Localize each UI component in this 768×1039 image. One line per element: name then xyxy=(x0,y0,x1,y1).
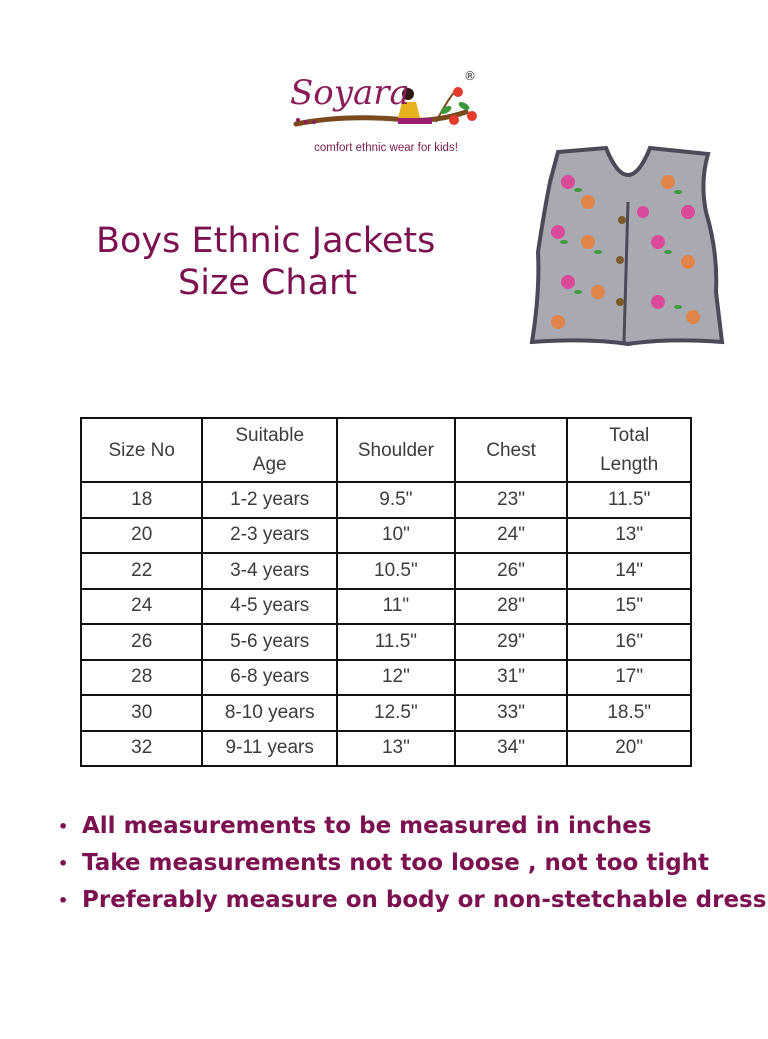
header-chest: Chest xyxy=(455,418,568,482)
size-chart-table xyxy=(80,417,692,767)
cell-age: 8-10 years xyxy=(202,695,337,731)
cell-length: 13" xyxy=(567,518,691,554)
cell-age: 2-3 years xyxy=(202,518,337,554)
bullet-icon: • xyxy=(58,854,69,873)
table-header-row xyxy=(81,418,691,482)
cell-shoulder: 10.5" xyxy=(337,553,455,589)
cell-size: 26 xyxy=(81,624,202,660)
header-size-no: Size No xyxy=(81,418,202,482)
cell-shoulder: 13" xyxy=(337,731,455,767)
table-row xyxy=(81,518,691,554)
cell-chest: 28" xyxy=(455,589,568,625)
cell-size: 22 xyxy=(81,553,202,589)
note-item: • Preferably measure on body or non-stetchable dress xyxy=(58,882,766,919)
cell-age: 5-6 years xyxy=(202,624,337,660)
brand-tagline: comfort ethnic wear for kids! xyxy=(314,142,458,154)
cell-shoulder: 11" xyxy=(337,589,455,625)
bullet-icon: • xyxy=(58,817,69,836)
cell-length: 16" xyxy=(567,624,691,660)
svg-text:Soyara: Soyara xyxy=(290,73,410,113)
bullet-icon: • xyxy=(58,891,69,910)
cell-length: 11.5" xyxy=(567,482,691,518)
cell-shoulder: 11.5" xyxy=(337,624,455,660)
table-row xyxy=(81,589,691,625)
cell-age: 1-2 years xyxy=(202,482,337,518)
note-item: • All measurements to be measured in inches xyxy=(58,808,766,845)
soyara-logo-icon xyxy=(286,62,486,142)
table-row xyxy=(81,660,691,696)
cell-chest: 24" xyxy=(455,518,568,554)
cell-age: 3-4 years xyxy=(202,553,337,589)
table-row xyxy=(81,482,691,518)
page-title xyxy=(96,220,516,304)
cell-size: 28 xyxy=(81,660,202,696)
cell-age: 9-11 years xyxy=(202,731,337,767)
measurement-notes xyxy=(58,808,766,919)
cell-chest: 23" xyxy=(455,482,568,518)
cell-shoulder: 9.5" xyxy=(337,482,455,518)
cell-size: 30 xyxy=(81,695,202,731)
table-row xyxy=(81,624,691,660)
cell-size: 18 xyxy=(81,482,202,518)
cell-chest: 33" xyxy=(455,695,568,731)
title-line-1: Boys Ethnic Jackets xyxy=(96,221,436,261)
cell-length: 18.5" xyxy=(567,695,691,731)
cell-length: 15" xyxy=(567,589,691,625)
cell-shoulder: 10" xyxy=(337,518,455,554)
table-row xyxy=(81,731,691,767)
table-row xyxy=(81,553,691,589)
cell-length: 20" xyxy=(567,731,691,767)
header-total-length: Total Length xyxy=(567,418,691,482)
cell-age: 4-5 years xyxy=(202,589,337,625)
note-item: • Take measurements not too loose , not too tight xyxy=(58,845,766,882)
header-shoulder: Shoulder xyxy=(337,418,455,482)
cell-chest: 31" xyxy=(455,660,568,696)
cell-size: 20 xyxy=(81,518,202,554)
floral-jacket-icon xyxy=(528,142,728,352)
cell-shoulder: 12.5" xyxy=(337,695,455,731)
cell-length: 14" xyxy=(567,553,691,589)
title-line-2: Size Chart xyxy=(178,263,358,303)
cell-chest: 34" xyxy=(455,731,568,767)
product-image xyxy=(528,142,728,352)
table-row xyxy=(81,695,691,731)
header-suitable-age: Suitable Age xyxy=(202,418,337,482)
cell-chest: 29" xyxy=(455,624,568,660)
cell-shoulder: 12" xyxy=(337,660,455,696)
cell-age: 6-8 years xyxy=(202,660,337,696)
svg-text:®: ® xyxy=(464,69,476,83)
cell-chest: 26" xyxy=(455,553,568,589)
cell-size: 32 xyxy=(81,731,202,767)
cell-size: 24 xyxy=(81,589,202,625)
cell-length: 17" xyxy=(567,660,691,696)
